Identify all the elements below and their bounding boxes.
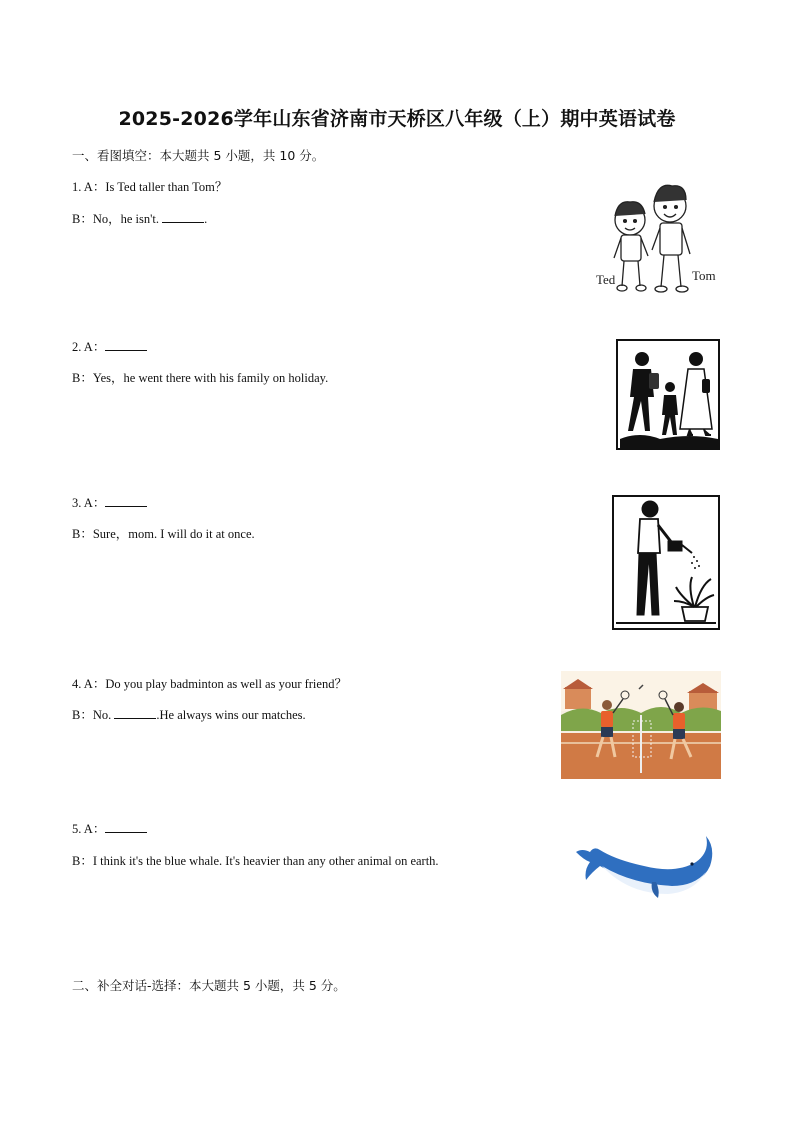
q2-answer-blank[interactable] (105, 340, 147, 351)
section-heading-1: 一、看图填空：本大题共 5 小题，共 10 分。 (72, 148, 325, 163)
q1-line-a: 1. A：Is Ted taller than Tom？ (72, 180, 228, 194)
q3-line-a: 3. A： (72, 493, 147, 511)
two-boys-picture (592, 176, 726, 298)
ted-label: Ted (596, 272, 616, 287)
q1-line-b: B：No，he isn't. . (72, 212, 208, 226)
section-heading-2: 二、补全对话-选择：本大题共 5 小题，共 5 分。 (72, 978, 346, 993)
blue-whale-picture (572, 822, 716, 902)
q5-line-a: 5. A： (72, 819, 147, 837)
q2-line-b: B：Yes，he went there with his family on holiday. (72, 371, 329, 385)
q1-answer-blank[interactable] (162, 212, 204, 223)
q4-line-b: B：No. .He always wins our matches. (72, 708, 306, 722)
page-title: 2025-2026学年山东省济南市天桥区八年级（上）期中英语试卷 (118, 108, 676, 130)
q4-answer-blank[interactable] (114, 708, 156, 719)
q5-answer-blank[interactable] (105, 822, 147, 833)
q4-line-a: 4. A：Do you play badminton as well as your friend？ (72, 677, 347, 691)
badminton-match-picture (561, 671, 721, 779)
tom-label: Tom (692, 268, 716, 283)
q5-line-b: B：I think it's the blue whale. It's heavier than any other animal on earth. (72, 854, 439, 868)
q3-answer-blank[interactable] (105, 496, 147, 507)
man-watering-plant-picture (612, 495, 720, 630)
q2-line-a: 2. A： (72, 337, 147, 355)
q3-line-b: B：Sure，mom. I will do it at once. (72, 527, 255, 541)
family-walking-picture (616, 339, 720, 450)
